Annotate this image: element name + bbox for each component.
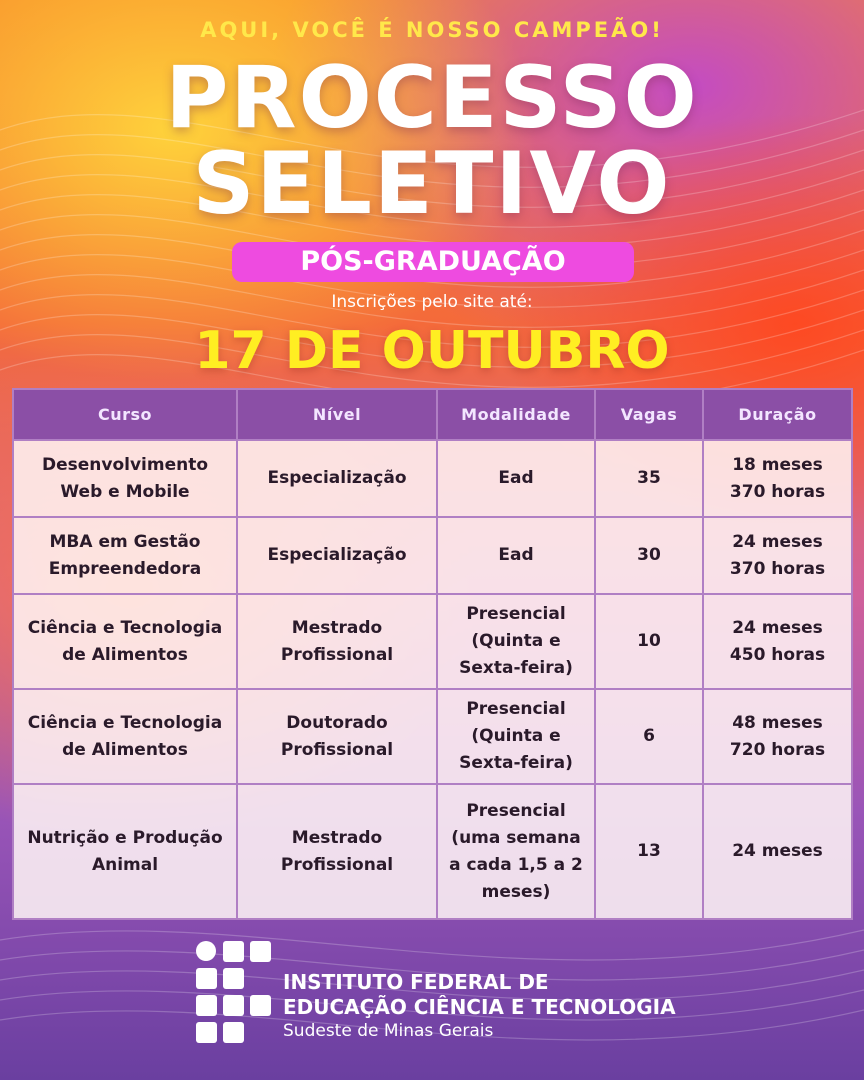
cell-duracao: 24 meses (703, 784, 852, 919)
table-row (13, 689, 852, 784)
cell-curso: Desenvolvimento Web e Mobile (13, 440, 237, 517)
cell-modalidade: Presencial (Quinta e Sexta-feira) (437, 689, 595, 784)
title-line-1: PROCESSO (165, 48, 699, 148)
institute-name-line-2: EDUCAÇÃO CIÊNCIA E TECNOLOGIA (283, 995, 676, 1019)
cell-curso: Nutrição e Produção Animal (13, 784, 237, 919)
courses-table (12, 388, 853, 920)
cell-vagas: 10 (595, 594, 703, 689)
postgraduate-badge: PÓS-GRADUAÇÃO (232, 242, 634, 282)
cell-duracao: 18 meses 370 horas (703, 440, 852, 517)
cell-duracao: 24 meses 370 horas (703, 517, 852, 594)
cell-vagas: 30 (595, 517, 703, 594)
cell-nivel: Mestrado Profissional (237, 784, 437, 919)
cell-curso: Ciência e Tecnologia de Alimentos (13, 689, 237, 784)
column-header-curso: Curso (13, 389, 237, 440)
cell-modalidade: Presencial (Quinta e Sexta-feira) (437, 594, 595, 689)
title-line-2: SELETIVO (192, 134, 672, 234)
institute-name-line-1: INSTITUTO FEDERAL DE (283, 970, 549, 994)
table-row (13, 440, 852, 517)
cell-nivel: Mestrado Profissional (237, 594, 437, 689)
cell-curso: Ciência e Tecnologia de Alimentos (13, 594, 237, 689)
tagline: AQUI, VOCÊ É NOSSO CAMPEÃO! (200, 18, 664, 42)
cell-modalidade: Ead (437, 440, 595, 517)
cell-modalidade: Presencial (uma semana a cada 1,5 a 2 meses) (437, 784, 595, 919)
cell-curso: MBA em Gestão Empreendedora (13, 517, 237, 594)
cell-nivel: Especialização (237, 440, 437, 517)
cell-vagas: 35 (595, 440, 703, 517)
cell-vagas: 13 (595, 784, 703, 919)
table-row (13, 517, 852, 594)
column-header-nivel: Nível (237, 389, 437, 440)
cell-duracao: 48 meses 720 horas (703, 689, 852, 784)
table-header-row (13, 389, 852, 440)
column-header-duracao: Duração (703, 389, 852, 440)
table-row (13, 594, 852, 689)
deadline-date: 17 DE OUTUBRO (194, 321, 670, 381)
cell-duracao: 24 meses 450 horas (703, 594, 852, 689)
cell-nivel: Doutorado Profissional (237, 689, 437, 784)
institute-logo-icon (195, 940, 273, 1044)
cell-nivel: Especialização (237, 517, 437, 594)
institute-campus: Sudeste de Minas Gerais (283, 1021, 494, 1041)
cell-modalidade: Ead (437, 517, 595, 594)
column-header-vagas: Vagas (595, 389, 703, 440)
column-header-modalidade: Modalidade (437, 389, 595, 440)
registration-subtitle: Inscrições pelo site até: (331, 292, 533, 312)
cell-vagas: 6 (595, 689, 703, 784)
table-row (13, 784, 852, 919)
